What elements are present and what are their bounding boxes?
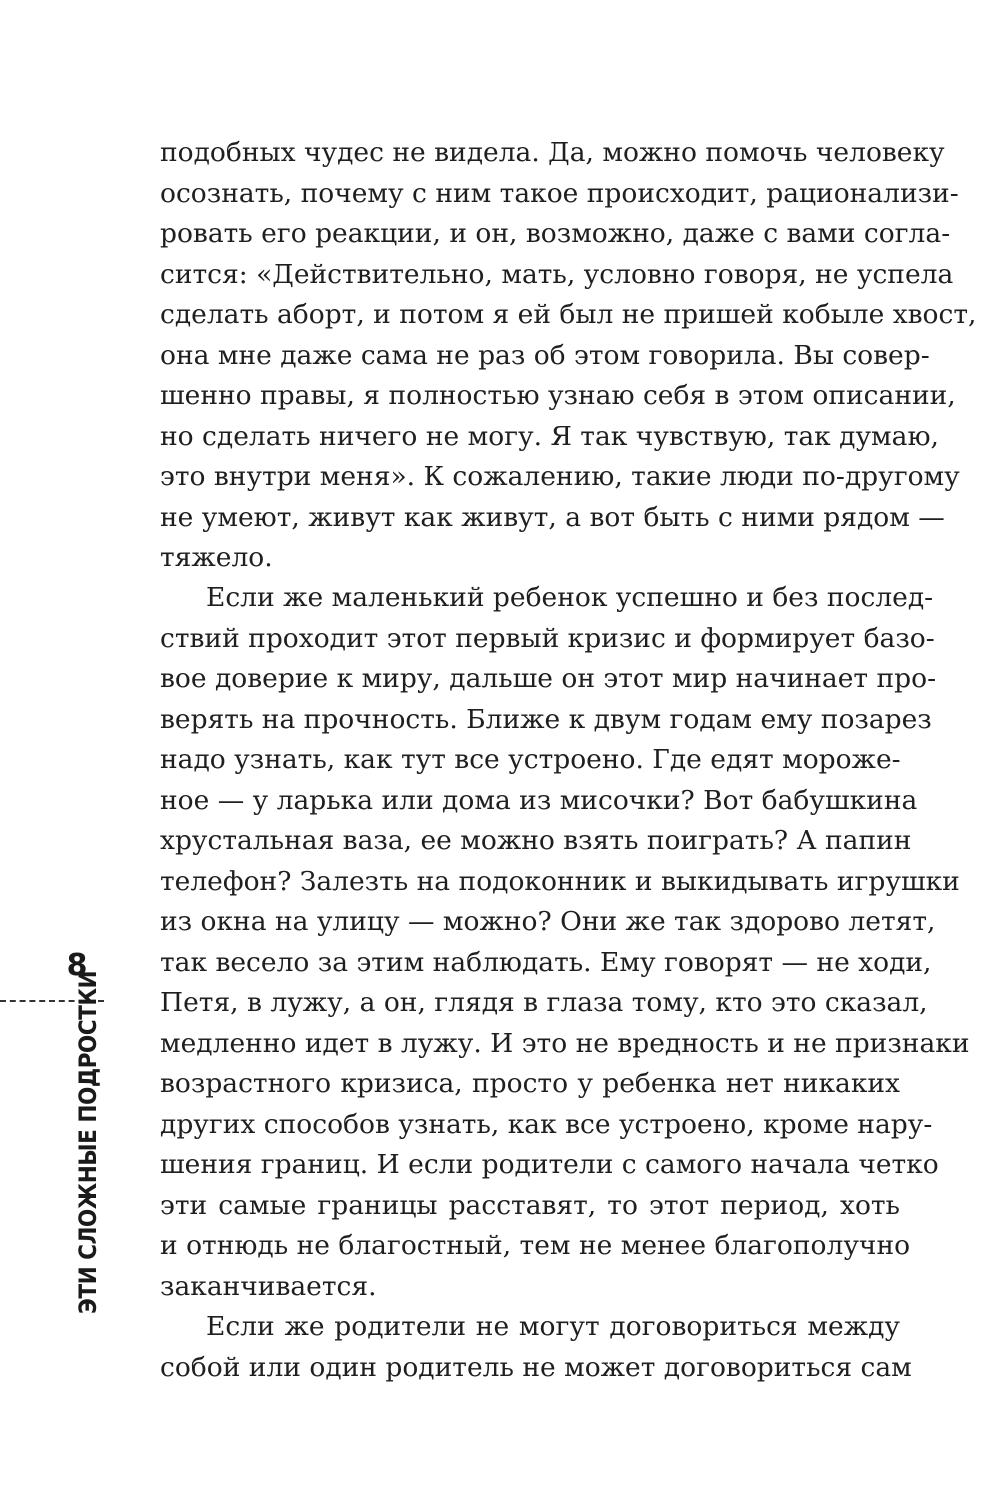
text-line: возрастного кризиса, просто у ребенка нет никаких bbox=[160, 1068, 900, 1099]
text-line: не умеют, живут как живут, а вот быть с ними рядом — bbox=[160, 501, 945, 533]
text-line: Если же родители не могут договориться между bbox=[206, 1311, 900, 1342]
text-line: заканчивается. bbox=[160, 1270, 377, 1302]
running-head bbox=[74, 970, 114, 1314]
text-line: верять на прочность. Ближе к двум годам ему позарез bbox=[160, 703, 932, 735]
text-line: шения границ. И если родители с самого начала четко bbox=[160, 1149, 939, 1180]
text-line: ровать его реакции, и он, возможно, даже с вами согла- bbox=[160, 218, 951, 249]
text-line: осознать, почему с ним такое происходит, рационализи- bbox=[160, 177, 959, 209]
text-line: Петя, в лужу, а он, глядя в глаза тому, кто это сказал, bbox=[160, 987, 928, 1018]
text-line: но сделать ничего не могу. Я так чувствую, так думаю, bbox=[160, 420, 939, 452]
text-line: и отнюдь не благостный, тем не менее благополучно bbox=[160, 1230, 911, 1261]
text-line: подобных чудес не видела. Да, можно помочь человеку bbox=[160, 137, 945, 168]
text-line: эти самые границы расставят, то этот период, хоть bbox=[160, 1189, 900, 1221]
text-line: сделать аборт, и потом я ей был не пришей кобыле хвост, bbox=[160, 299, 977, 330]
text-line: вое доверие к миру, дальше он этот мир начинает про- bbox=[160, 663, 937, 694]
paragraph-1 bbox=[160, 133, 977, 579]
text-line: телефон? Залезть на подоконник и выкидывать игрушки bbox=[160, 865, 960, 897]
text-line: собой или один родитель не может договориться сам bbox=[160, 1351, 912, 1383]
text-line: так весело за этим наблюдать. Ему говорят — не ходи, bbox=[160, 946, 932, 978]
text-line: ствий проходит этот первый кризис и формирует базо- bbox=[160, 622, 935, 654]
text-line: тяжело. bbox=[160, 542, 273, 573]
text-line: медленно идет в лужу. И это не вредность и не признаки bbox=[160, 1027, 970, 1059]
paragraph-3 bbox=[160, 1307, 912, 1388]
text-line: она мне даже сама не раз об этом говорила. Вы совер- bbox=[160, 339, 930, 371]
text-line: ное — у ларька или дома из мисочки? Вот бабушкина bbox=[160, 784, 918, 816]
paragraph-2 bbox=[160, 578, 970, 1307]
text-line: сится: «Действительно, мать, условно говоря, не успела bbox=[160, 258, 954, 290]
page-number: 8 bbox=[66, 948, 88, 983]
text-line: хрустальная ваза, ее можно взять поиграть? А папин bbox=[160, 825, 912, 856]
text-line: из окна на улицу — можно? Они же так здорово летят, bbox=[160, 906, 936, 937]
text-line: надо узнать, как тут все устроено. Где едят мороже- bbox=[160, 744, 901, 775]
text-line: это внутри меня». К сожалению, такие люди по-другому bbox=[160, 461, 960, 492]
text-line: шенно правы, я полностью узнаю себя в этом описании, bbox=[160, 380, 956, 411]
text-line: Если же маленький ребенок успешно и без послед- bbox=[206, 582, 934, 613]
text-line: других способов узнать, как все устроено, кроме нару- bbox=[160, 1108, 933, 1140]
running-head-title: ЭТИ СЛОЖНЫЕ ПОДРОСТКИ bbox=[74, 970, 102, 1314]
